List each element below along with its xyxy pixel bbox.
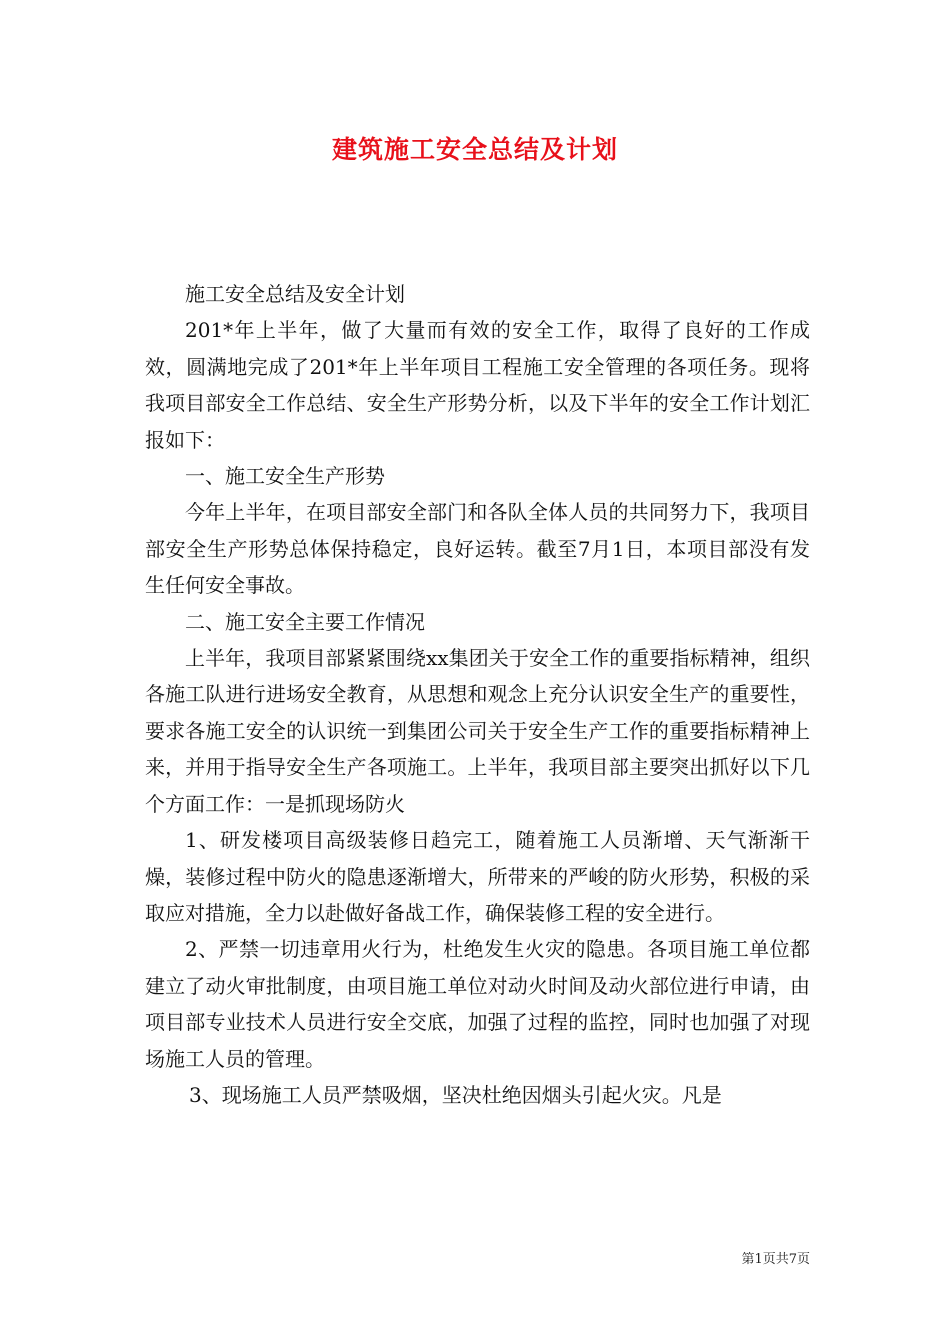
paragraph-situation: 今年上半年，在项目部安全部门和各队全体人员的共同努力下，我项目部安全生产形势总体保持稳定，良好运转。截至7月1日，本项目部没有发生任何安全事故。: [145, 500, 810, 598]
document-body: [145, 276, 810, 1113]
paragraph-item-2: 2、严禁一切违章用火行为，杜绝发生火灾的隐患。各项目施工单位都建立了动火审批制度，由项目施工单位对动火时间及动火部位进行申请，由项目部专业技术人员进行安全交底，加强了过程的监控，同时也加强了对现场施工人员的管理。: [145, 937, 810, 1071]
document-title: 建筑施工安全总结及计划: [331, 135, 618, 164]
section-heading-2: 二、施工安全主要工作情况: [185, 609, 425, 634]
paragraph-work: 上半年，我项目部紧紧围绕xx集团关于安全工作的重要指标精神，组织各施工队进行进场安全教育，从思想和观念上充分认识安全生产的重要性，要求各施工安全的认识统一到集团公司关于安全生产工作的重要指标精神上来，并用于指导安全生产各项施工。上半年，我项目部主要突出抓好以下几个方面工作：一是抓现场防火: [145, 646, 810, 816]
paragraph-item-1: 1、研发楼项目高级装修日趋完工，随着施工人员渐增、天气渐渐干燥，装修过程中防火的隐患逐渐增大，所带来的严峻的防火形势，积极的采取应对措施，全力以赴做好备战工作，确保装修工程的安全进行。: [145, 828, 810, 925]
section-heading-1: 一、施工安全生产形势: [185, 464, 385, 489]
paragraph-intro: 201*年上半年，做了大量而有效的安全工作，取得了良好的工作成效，圆满地完成了201*年上半年项目工程施工安全管理的各项任务。现将我项目部安全工作总结、安全生产形势分析，以及下半年的安全工作计划汇报如下：: [145, 318, 810, 452]
paragraph-item-3: 3、现场施工人员严禁吸烟，坚决杜绝因烟头引起火灾。凡是: [189, 1082, 722, 1107]
page-number: 第1页共7页: [741, 1252, 810, 1267]
paragraph-subtitle: 施工安全总结及安全计划: [185, 282, 405, 306]
